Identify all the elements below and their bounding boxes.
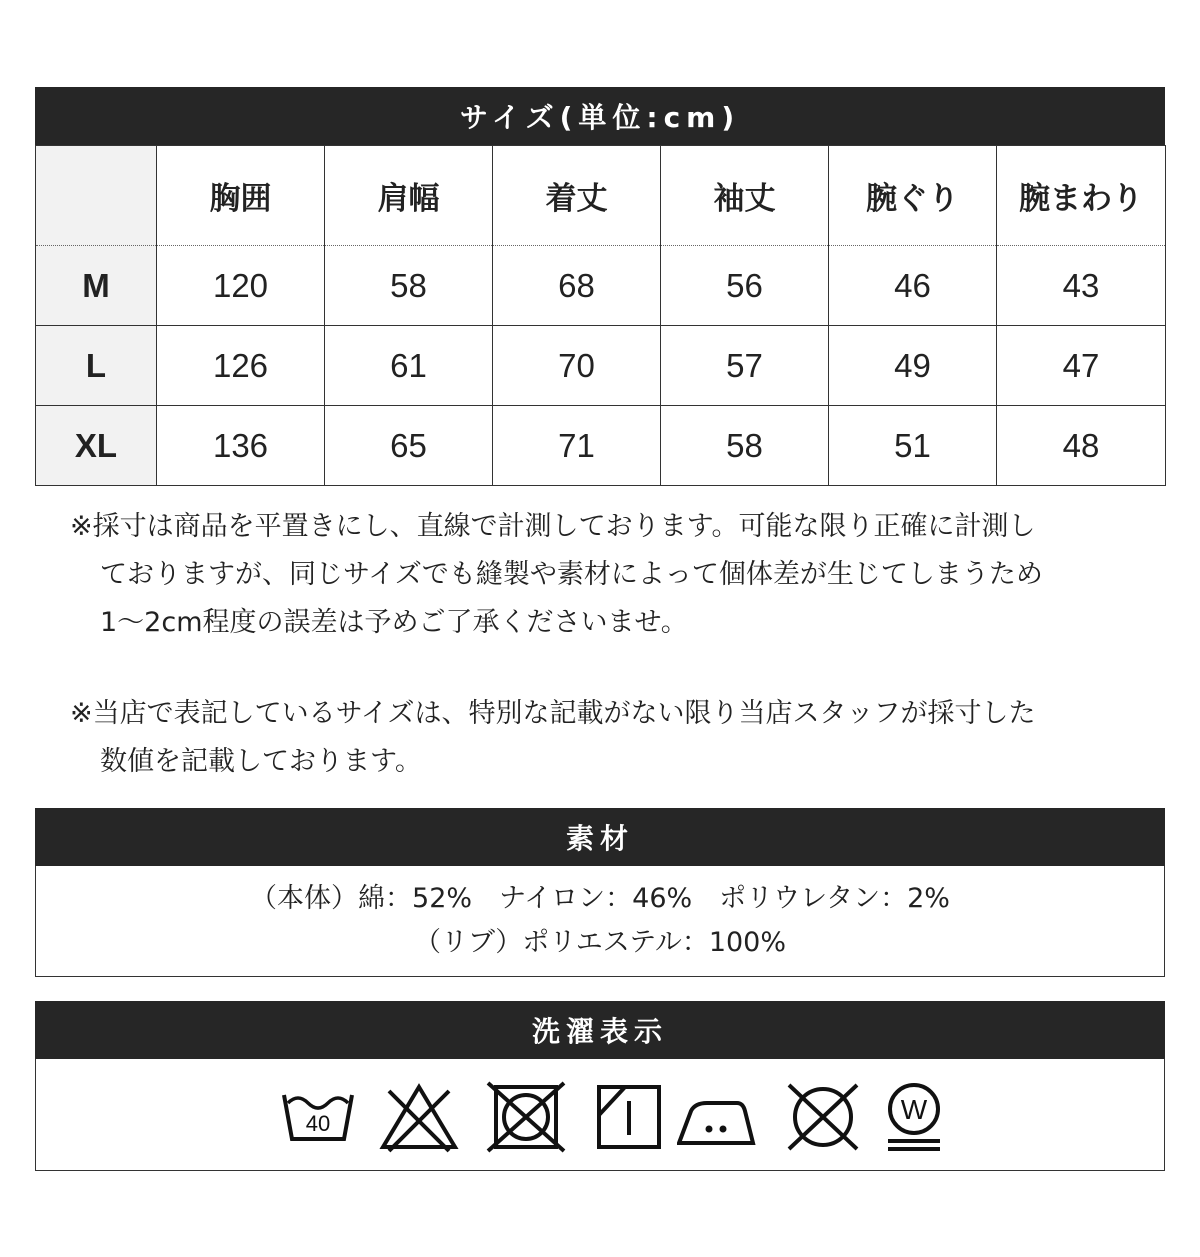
table-cell: 43 (997, 246, 1166, 326)
size-section-title: サイズ(単位:cm) (35, 87, 1165, 145)
table-cell: 70 (493, 326, 661, 406)
wash-40-icon (278, 1081, 358, 1153)
table-cell: 56 (661, 246, 829, 326)
table-cell: 71 (493, 406, 661, 486)
table-row (36, 406, 1166, 486)
size-table-header-row (36, 146, 1166, 246)
table-cell: 57 (661, 326, 829, 406)
note-line: 数値を記載しております。 (100, 746, 422, 777)
table-cell: 126 (157, 326, 325, 406)
column-header: 着丈 (493, 146, 661, 246)
row-size-label: M (36, 246, 157, 326)
column-header: 肩幅 (325, 146, 493, 246)
column-header: 腕ぐり (829, 146, 997, 246)
wet-clean-icon (874, 1081, 954, 1153)
wet-clean-label: W (900, 1094, 928, 1125)
corner-cell (36, 146, 157, 246)
table-row (36, 326, 1166, 406)
table-cell: 49 (829, 326, 997, 406)
column-header: 袖丈 (661, 146, 829, 246)
row-size-label: L (36, 326, 157, 406)
note-line: ※採寸は商品を平置きにし、直線で計測しております。可能な限り正確に計測し (70, 511, 1036, 542)
care-box (35, 1059, 1165, 1171)
table-cell: 48 (997, 406, 1166, 486)
table-cell: 51 (829, 406, 997, 486)
note-line: ておりますが、同じサイズでも縫製や素材によって個体差が生じてしまうため (100, 559, 1043, 590)
table-cell: 47 (997, 326, 1166, 406)
material-line: （本体）綿：52% ナイロン：46% ポリウレタン：2% (250, 883, 950, 914)
material-section-title: 素材 (35, 808, 1165, 866)
table-cell: 68 (493, 246, 661, 326)
table-cell: 58 (661, 406, 829, 486)
size-note (70, 690, 1150, 786)
note-line: 1～2cm程度の誤差は予めご了承くださいませ。 (100, 607, 688, 638)
column-header: 腕まわり (997, 146, 1166, 246)
table-cell: 120 (157, 246, 325, 326)
table-cell: 61 (325, 326, 493, 406)
note-line: ※当店で表記しているサイズは、特別な記載がない限り当店スタッフが採寸した (70, 698, 1036, 729)
wash-temperature-label: 40 (305, 1111, 331, 1136)
row-size-label: XL (36, 406, 157, 486)
material-line: （リブ）ポリエステル：100% (413, 927, 787, 958)
table-cell: 65 (325, 406, 493, 486)
column-header: 胸囲 (157, 146, 325, 246)
measurement-note (70, 503, 1150, 647)
no-dry-clean-icon (783, 1081, 863, 1153)
table-cell: 46 (829, 246, 997, 326)
no-bleach-icon (379, 1081, 459, 1153)
table-cell: 58 (325, 246, 493, 326)
care-section-title: 洗濯表示 (35, 1001, 1165, 1059)
iron-medium-icon (677, 1081, 757, 1153)
table-row (36, 246, 1166, 326)
no-tumble-dry-icon (486, 1081, 566, 1153)
table-cell: 136 (157, 406, 325, 486)
material-box (35, 866, 1165, 977)
line-dry-shade-icon (589, 1081, 669, 1153)
size-table (35, 145, 1166, 486)
